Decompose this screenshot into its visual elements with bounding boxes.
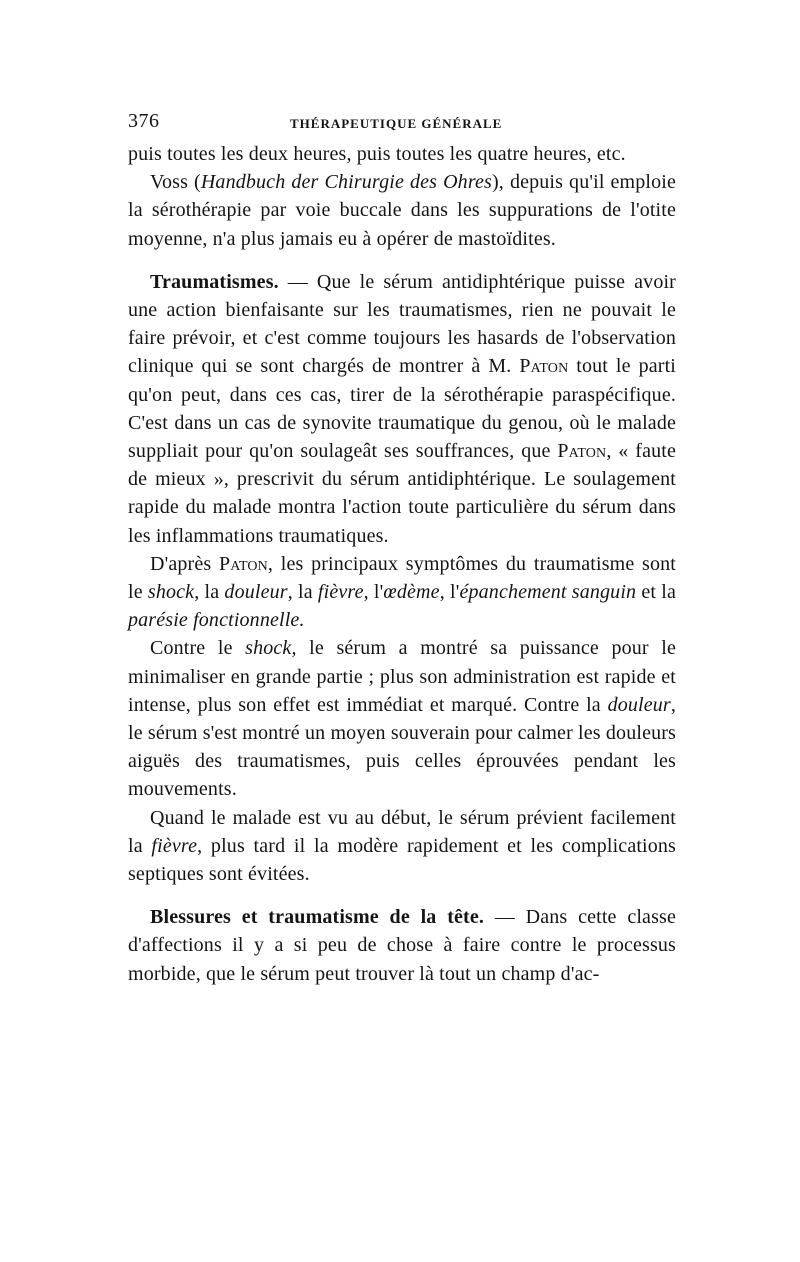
paragraph-traumatismes: Traumatismes. — Que le sérum antidiphtérique puisse avoir une action bienfaisante sur les traumatismes, rien ne pouvait le faire prévoir, et c'est comme toujours les hasards de l'observation clinique qui se sont chargés de montrer à M. Paton tout le parti qu'on peut, dans ces cas, tirer de la sérothérapie paraspécifique. C'est dans un cas de synovite traumatique du genou, où le malade suppliait pour qu'on soulageât ses souffrances, que Paton, « faute de mieux », prescrivit du sérum antidiphtérique. Le soulagement rapide du malade montra l'action toute particulière du sérum dans les inflammations traumatiques. (128, 270, 676, 547)
paragraph-fievre: Quand le malade est vu au début, le sérum prévient facilement la fièvre, plus tard il la modère rapidement et les complications septiques sont évitées. (128, 806, 676, 886)
author-name: Paton (557, 440, 607, 463)
paragraph-contre-shock: Contre le shock, le sérum a montré sa puissance pour le minimaliser en grande partie ; plus son administration est rapide et intense, plus son effet est immédiat et marqué. Contre la douleur, le sérum s'est montré un moyen souverain pour calmer les douleurs aiguës des traumatismes, puis celles éprouvées pendant les mouvements. (128, 637, 676, 801)
body-text (128, 140, 676, 988)
term-shock: shock (147, 581, 195, 604)
section-heading-traumatismes: Traumatismes. (150, 270, 279, 293)
term-epanchement: épanchement sanguin (459, 581, 637, 604)
term-shock: shock (245, 637, 292, 660)
page-header (128, 106, 676, 140)
term-douleur: douleur (607, 693, 671, 716)
term-fievre: fièvre (151, 834, 198, 857)
author-name: Paton (218, 552, 268, 575)
paragraph-symptomes: D'après Paton, les principaux symptômes du traumatisme sont le shock, la douleur, la fièvre, l'œdème, l'épanchement sanguin et la parésie fonctionnelle. (128, 552, 676, 632)
book-page (128, 106, 676, 988)
term-fievre: fièvre (317, 581, 364, 604)
term-douleur: douleur (224, 581, 288, 604)
page-number: 376 (128, 110, 160, 132)
term-paresie: parésie fonctionnelle. (128, 609, 305, 632)
paragraph-continuation: puis toutes les deux heures, puis toutes les quatre heures, etc. (128, 143, 626, 165)
paragraph-voss: Voss (Handbuch der Chirurgie des Ohres), depuis qu'il emploie la sérothérapie par voie buccale dans les suppurations de l'otite moyenne, n'a plus jamais eu à opérer de mastoïdites. (128, 171, 676, 250)
paragraph-blessures: Blessures et traumatisme de la tête. — Dans cette classe d'affections il y a si peu de chose à faire contre le processus morbide, que le sérum peut trouver là tout un champ d'ac- (128, 906, 676, 985)
section-heading-blessures: Blessures et traumatisme de la tête. (150, 906, 485, 929)
running-title: THÉRAPEUTIQUE GÉNÉRALE (290, 116, 503, 131)
book-title: Handbuch der Chirurgie des Ohres (200, 171, 492, 194)
term-oedeme: œdème (383, 581, 440, 604)
author-name: Paton (519, 355, 569, 378)
